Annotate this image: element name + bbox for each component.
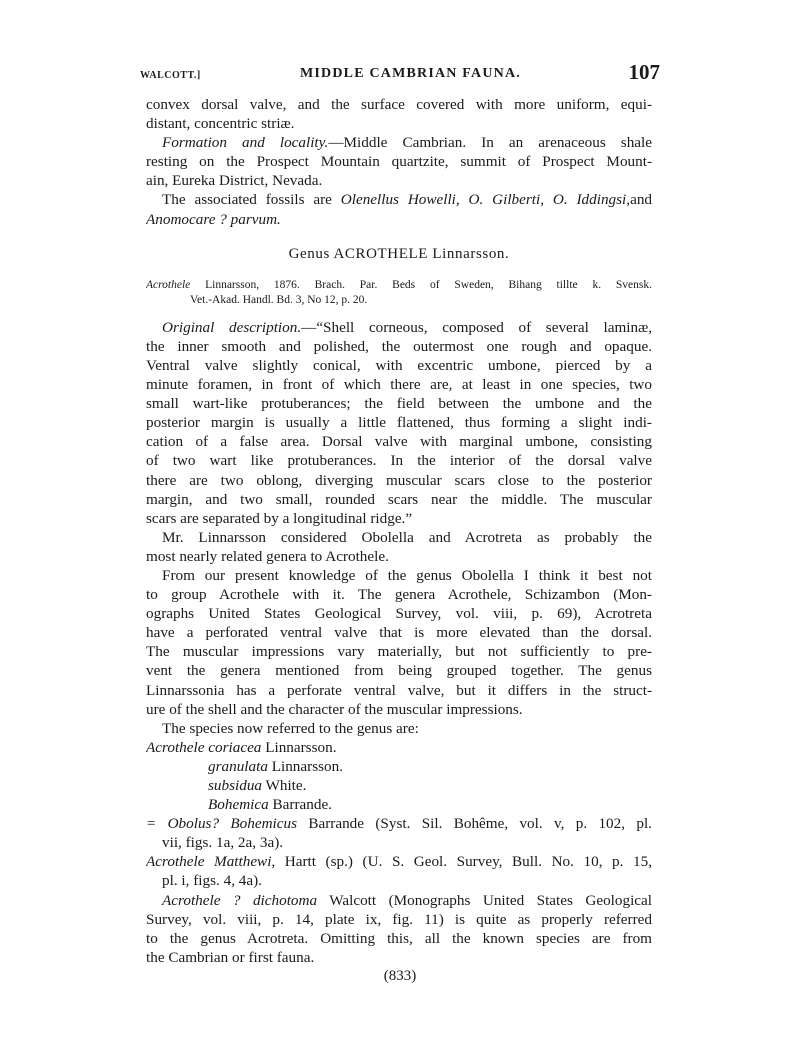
original-line: cation of a false area. Dorsal valve with marginal umbone, consisting <box>146 433 652 451</box>
intro-line: convex dorsal valve, and the surface covered with more uniform, equi- <box>146 96 652 113</box>
synonym-line: = Obolus? Bohemicus Barrande (Syst. Sil. Bohême, vol. v, p. 102, pl. <box>146 815 652 833</box>
present-line: The muscular impressions vary materially, but not sufficiently to pre- <box>146 643 652 661</box>
page-number: 107 <box>628 60 660 84</box>
present-line: Linnarssonia has a perforate ventral valve, but it differs in the struct- <box>146 681 652 699</box>
folio-number: (833) <box>383 968 417 984</box>
dichotoma-line: the Cambrian or first fauna. <box>146 948 315 966</box>
associated-line: The associated fossils are Olenellus Howelli, O. Gilberti, O. Iddingsi,and <box>162 191 652 209</box>
present-line: ure of the shell and the character of the muscular impressions. <box>146 700 523 718</box>
matthewi-line: pl. i, figs. 4, 4a). <box>162 872 262 890</box>
present-line: have a perforated ventral valve that is more elevated than the dorsal. <box>146 624 652 642</box>
present-line: From our present knowledge of the genus Obolella I think it best not <box>162 566 652 584</box>
original-line: there are two oblong, diverging muscular scars close to the posterior <box>146 471 652 489</box>
formation-label: Formation and locality. <box>162 134 329 152</box>
linnarsson-line: most nearly related genera to Acrothele. <box>146 547 389 565</box>
dichotoma-line: to the genus Acrotreta. Omitting this, all the known species are from <box>146 929 652 947</box>
associated-line: Anomocare ? parvum. <box>146 210 281 228</box>
header-author: WALCOTT.] <box>140 70 201 81</box>
original-line: Ventral valve slightly conical, with excentric umbone, pierced by a <box>146 356 652 374</box>
original-line: Original description.—“Shell corneous, composed of several laminæ, <box>162 318 652 336</box>
present-line: vent the genera mentioned from being grouped together. The genus <box>146 662 652 680</box>
synonym-line: vii, figs. 1a, 2a, 3a). <box>162 834 284 852</box>
page-body <box>146 95 652 967</box>
formation-line: Formation and locality.—Middle Cambrian. In an arenaceous shale <box>162 134 652 152</box>
linnarsson-line: Mr. Linnarsson considered Obolella and Acrotreta as probably the <box>162 528 652 546</box>
matthewi-line: Acrothele Matthewi, Hartt (sp.) (U. S. Geol. Survey, Bull. No. 10, p. 15, <box>146 853 652 871</box>
citation-line: Acrothele Linnarsson, 1876. Brach. Par. Beds of Sweden, Bihang tillte k. Svensk. <box>146 278 652 291</box>
citation-line: Vet.-Akad. Handl. Bd. 3, No 12, p. 20. <box>190 293 368 306</box>
original-line: small wart-like protuberances; the field between the umbone and the <box>146 395 652 413</box>
original-line: posterior margin is usually a little flattened, thus forming a slight indi- <box>146 414 652 432</box>
intro-line: distant, concentric striæ. <box>146 115 295 133</box>
dichotoma-line: Survey, vol. viii, p. 14, plate ix, fig. 11) is quite as properly referred <box>146 910 652 928</box>
formation-line: resting on the Prospect Mountain quartzite, summit of Prospect Mount- <box>146 153 652 171</box>
genus-heading: Genus ACROTHELE Linnarsson. <box>288 245 510 262</box>
running-header <box>140 58 660 88</box>
present-line: ographs United States Geological Survey, vol. viii, p. 69), Acrotreta <box>146 605 652 623</box>
header-title: MIDDLE CAMBRIAN FAUNA. <box>300 66 521 81</box>
citation <box>146 278 652 308</box>
present-line: to group Acrothele with it. The genera Acrothele, Schizambon (Mon- <box>146 586 652 604</box>
species-item: Bohemica Barrande. <box>208 796 332 814</box>
original-line: of two wart like protuberances. In the interior of the dorsal valve <box>146 452 652 470</box>
original-line: the inner smooth and polished, the outermost one rough and opaque. <box>146 337 652 355</box>
dichotoma-line: Acrothele ? dichotoma Walcott (Monographs United States Geological <box>162 891 652 909</box>
original-line: scars are separated by a longitudinal ridge.” <box>146 509 413 527</box>
species-item: Acrothele coriacea Linnarsson. <box>146 738 337 756</box>
species-intro: The species now referred to the genus are: <box>162 719 419 737</box>
original-label: Original description. <box>162 318 302 336</box>
original-line: margin, and two small, rounded scars near the middle. The muscular <box>146 490 652 508</box>
species-item: granulata Linnarsson. <box>208 757 344 775</box>
species-item: subsidua White. <box>208 777 307 794</box>
original-line: minute foramen, in front of which there are, at least in one species, two <box>146 376 652 394</box>
formation-line: ain, Eureka District, Nevada. <box>146 172 323 190</box>
